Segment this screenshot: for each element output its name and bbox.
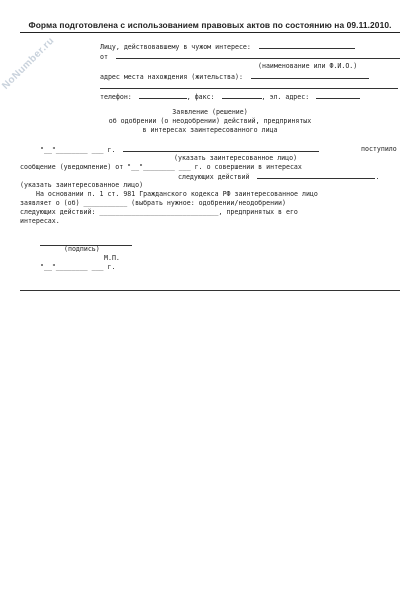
title-line2: об одобрении (о неодобрении) действий, предпринятых	[108, 117, 312, 125]
p1-blank	[123, 145, 319, 152]
form-notice-text: Форма подготовлена с использованием правовых актов по состоянию на 09.11.2010.	[28, 20, 392, 30]
form-notice-header	[20, 13, 400, 33]
email-label: , эл. адрес:	[261, 93, 310, 101]
p1-hint: (указать заинтересованное лицо)	[174, 154, 298, 162]
address-blank	[251, 72, 369, 79]
watermark: NoNumber.ru	[0, 35, 57, 92]
p1-date: "__"________ ___ г.	[40, 146, 116, 154]
fax-label: , факс:	[186, 93, 215, 101]
fax-blank	[222, 92, 262, 99]
contact-line	[100, 92, 360, 102]
p6-line: заявляет о (об) ___________ (выбрать нужное: одобрении/неодобрении)	[20, 199, 286, 207]
from-label: от	[100, 53, 108, 61]
addressee-line1	[100, 42, 355, 52]
p3-period: .	[375, 173, 380, 181]
p4-hint: (указать заинтересованное лицо)	[20, 181, 144, 189]
title-line3: в интересах заинтересованного лица	[142, 126, 278, 134]
address-line	[100, 72, 369, 82]
from-blank	[116, 52, 400, 59]
signature-hint: (подпись)	[64, 245, 100, 253]
p3-text: следующих действий	[178, 173, 250, 181]
phone-blank	[139, 92, 187, 99]
title-line1: Заявление (решение)	[172, 108, 248, 116]
signature-date: "__"________ ___ г.	[40, 263, 116, 271]
addressee-label: Лицу, действовавшему в чужом интересе:	[100, 43, 251, 51]
p8-line: интересах.	[20, 217, 60, 225]
address-label: адрес места нахождения (жительства):	[100, 73, 243, 81]
p7-line: следующих действий: ______________________________, предпринятых в его	[20, 208, 298, 216]
bottom-rule	[20, 290, 400, 291]
p2-line: сообщение (уведомление) от "__"________ ___ г. о совершении в интересах	[20, 163, 302, 171]
from-hint: (наименование или Ф.И.О.)	[258, 62, 358, 70]
p1-end: поступило	[361, 145, 397, 153]
addressee-line2	[100, 52, 400, 62]
phone-label: телефон:	[100, 93, 132, 101]
p3-line	[178, 172, 379, 182]
address-blank-2	[100, 82, 398, 89]
email-blank	[316, 92, 360, 99]
addressee-blank	[259, 42, 355, 49]
stamp-label: М.П.	[104, 254, 120, 262]
p5-line: На основании п. 1 ст. 981 Гражданского кодекса РФ заинтересованное лицо	[36, 190, 318, 198]
p3-blank	[257, 172, 375, 179]
address-line2	[100, 82, 398, 92]
